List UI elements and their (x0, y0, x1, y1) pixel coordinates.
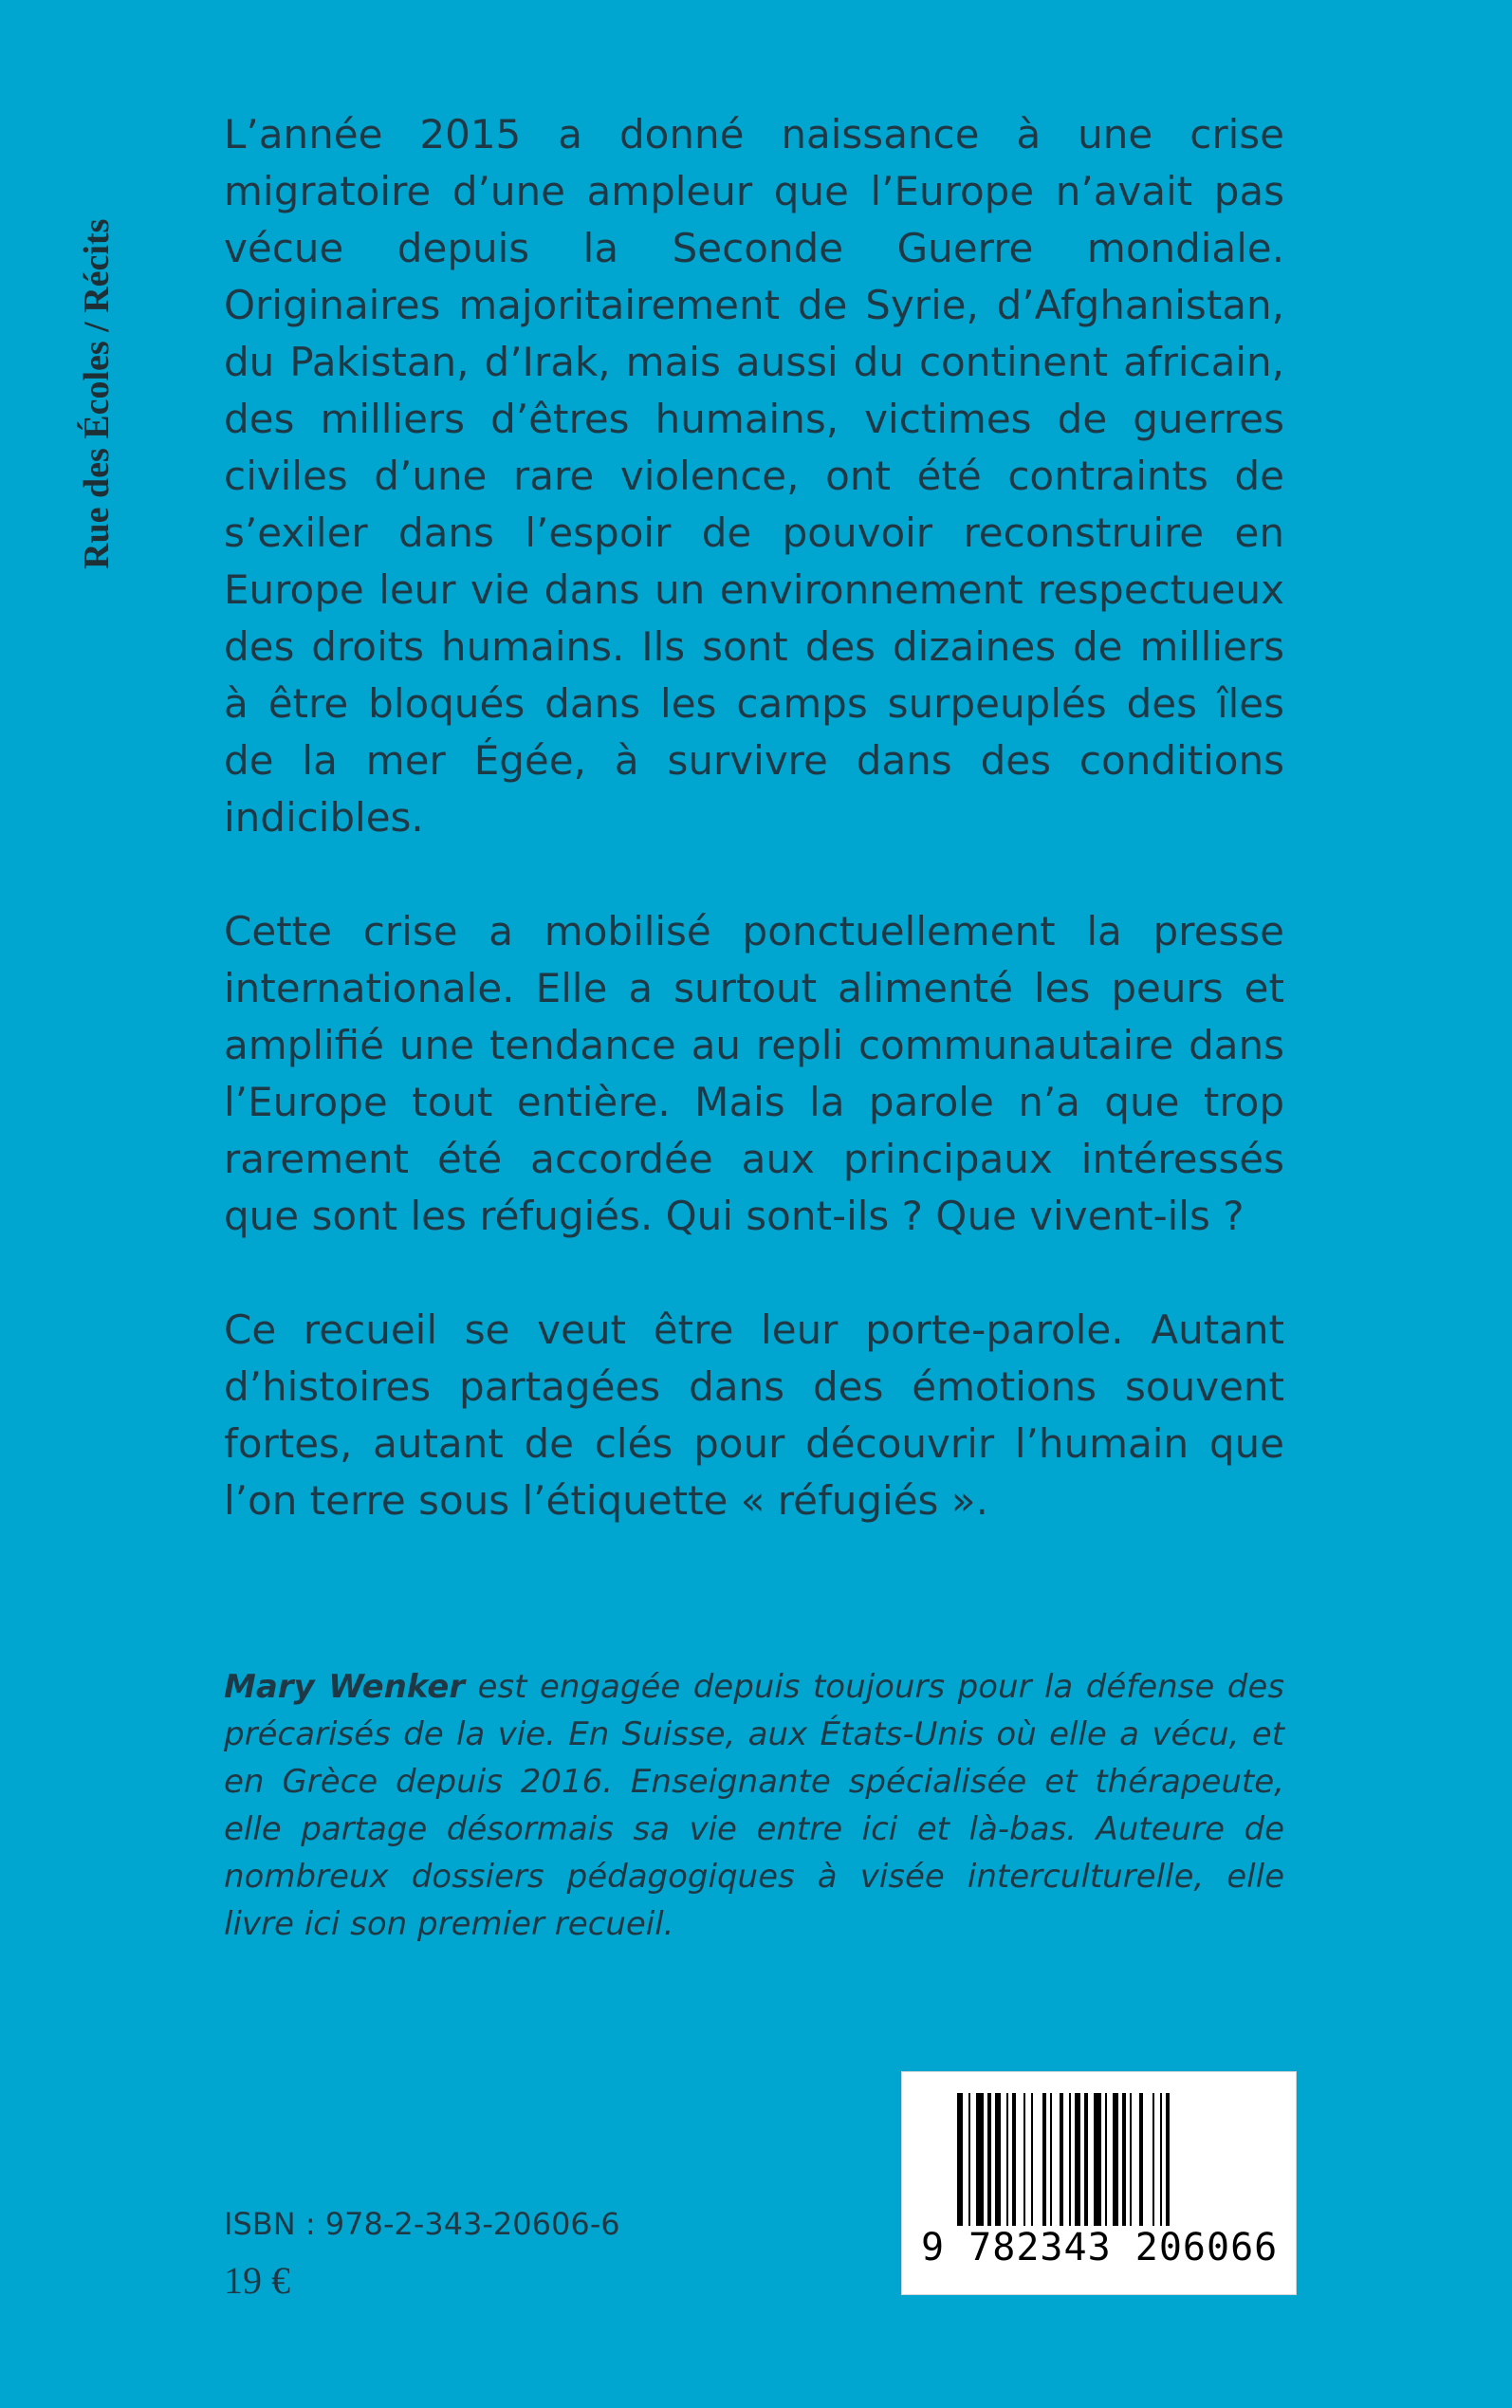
isbn-label: ISBN : 978-2-343-20606-6 (224, 2206, 620, 2242)
series-separator: / (77, 312, 117, 342)
spine-series-label (76, 95, 123, 569)
collection-name: Récits (77, 218, 117, 313)
back-cover-description (224, 106, 1284, 1586)
barcode-digits: 9 782343 206066 (921, 2226, 1279, 2269)
author-bio (224, 1663, 1284, 1948)
series-name: Rue des Écoles (77, 341, 117, 569)
description-paragraph-3: Ce recueil se veut être leur porte-parole. Autant d’histoires partagées dans des émotions souvent fortes, autant de clés pour découvrir l’humain que l’on terre sous l’étiquette « réfugiés ». (224, 1306, 1284, 1524)
author-bio-text: est engagée depuis toujours pour la défense des précarisés de la vie. En Suisse, aux États-Unis où elle a vécu, et en Grèce depuis 2016. Enseignante spécialisée et thérapeute, elle partage désormais sa vie entre ici et là-bas. Auteure de nombreux dossiers pédagogiques à visée interculturelle, elle livre ici son premier recueil. (224, 1668, 1284, 1943)
price-label: 19 € (224, 2259, 290, 2302)
barcode-bars (957, 2093, 1242, 2226)
description-paragraph-1: L’année 2015 a donné naissance à une crise migratoire d’une ampleur que l’Europe n’avait pas vécue depuis la Seconde Guerre mondiale. Originaires majoritairement de Syrie, d’Afghanistan, du Pakistan, d’Irak, mais aussi du continent africain, des milliers d’êtres humains, victimes de guerres civiles d’une rare violence, ont été contraints de s’exiler dans l’espoir de pouvoir reconstruire en Europe leur vie dans un environnement respectueux des droits humains. Ils sont des dizaines de milliers à être bloqués dans les camps surpeuplés des îles de la mer Égée, à survivre dans des conditions indicibles. (224, 111, 1284, 841)
barcode (901, 2071, 1297, 2295)
author-name: Mary Wenker (224, 1668, 466, 1706)
description-paragraph-2: Cette crise a mobilisé ponctuellement la presse internationale. Elle a surtout alimenté les peurs et amplifié une tendance au repli communautaire dans l’Europe tout entière. Mais la parole n’a que trop rarement été accordée aux principaux intéressés que sont les réfugiés. Qui sont-ils ? Que vivent-ils ? (224, 908, 1284, 1239)
